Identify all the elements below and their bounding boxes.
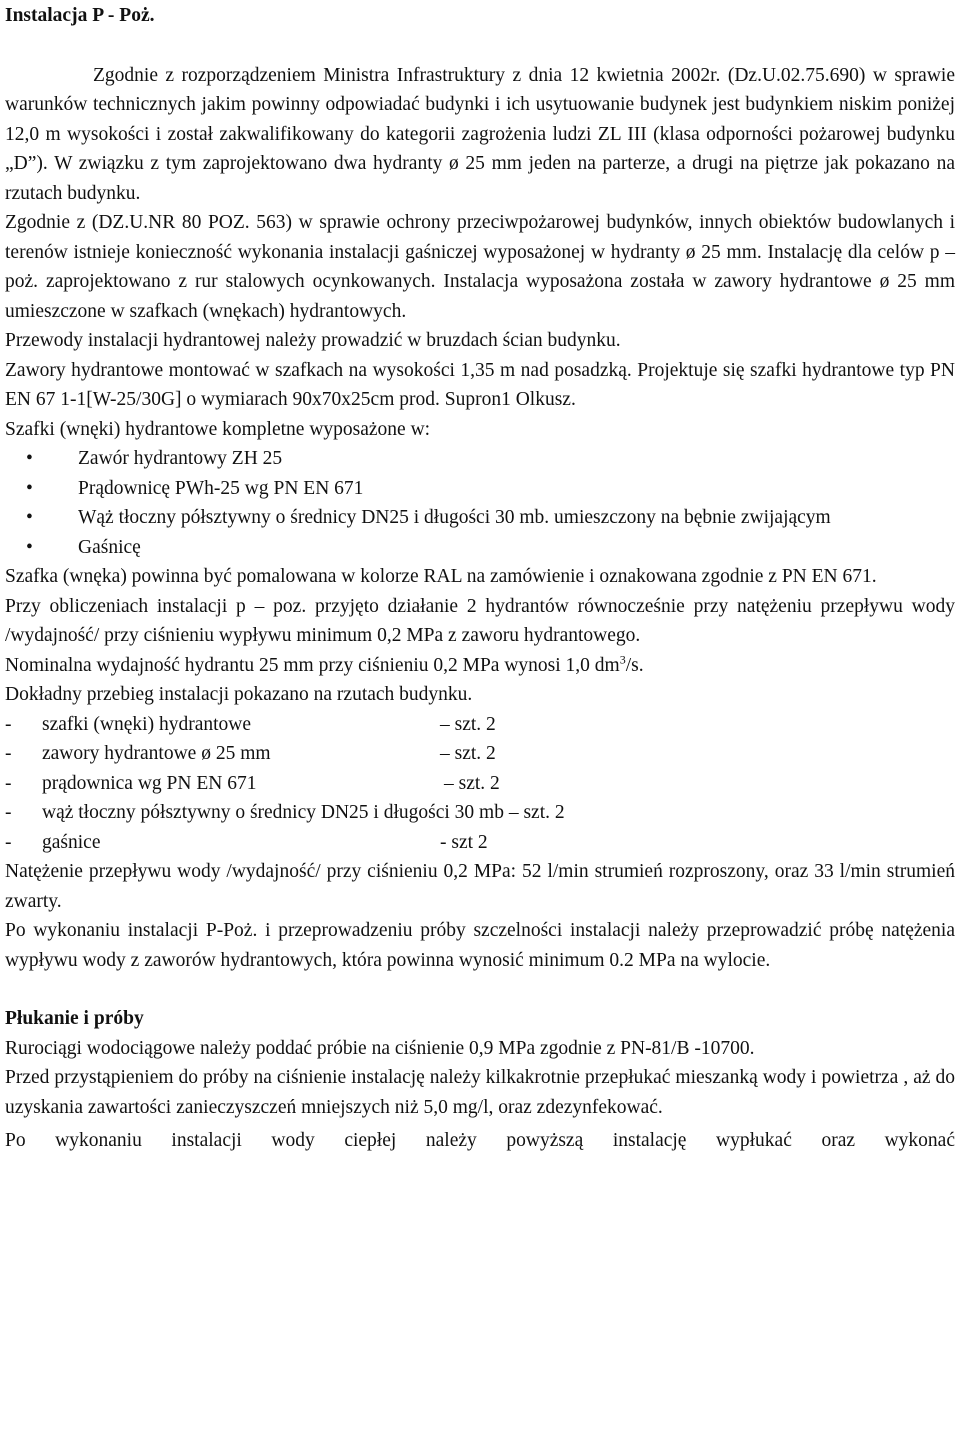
list-item <box>5 710 955 740</box>
dash: - <box>5 802 12 823</box>
document-page <box>0 1 960 1440</box>
item-name: prądownica wg PN EN 671 <box>42 772 257 794</box>
paragraph-pipes: Przewody instalacji hydrantowej należy prowadzić w bruzdach ścian budynku. <box>5 330 621 351</box>
dash: - <box>5 713 12 735</box>
item-quantity: – szt. 2 <box>444 772 500 794</box>
dash: - <box>5 743 12 764</box>
paragraph-test-procedure: Po wykonaniu instalacji P-Poż. i przeprowadzeniu próby szczelności instalacji należy przeprowadzić próbę natężenia wypływu wody z zaworów hydrantowych, która powinna wynosić minimum 0.2 MPa na wylocie. <box>5 920 955 971</box>
item-quantity: – szt. 2 <box>440 743 496 764</box>
superscript: 3 <box>619 652 626 666</box>
paragraph-flow-rate: Natężenie przepływu wody /wydajność/ przy ciśnieniu 0,2 MPa: 52 l/min strumień rozproszony, oraz 33 l/min strumień zwarty. <box>5 861 955 912</box>
paragraph-cabinet-equipment: Szafki (wnęki) hydrantowe kompletne wyposażone w: <box>5 418 431 440</box>
paragraph-regulation: Zgodnie z rozporządzeniem Ministra Infrastruktury z dnia 12 kwietnia 2002r. (Dz.U.02.75.690) w sprawie warunków technicznych jakim powinny odpowiadać budynki i ich usytuowanie budynek jest budynkiem niskim poniżej 12,0 m wysokości i został zakwalifikowany do kategorii zagrożenia ludzi ZL III (klasa odporności pożarowej budynku „D”). W związku z tym zaprojektowano dwa hydranty ø 25 mm jeden na parterze, a drugi na piętrze jak pokazano na rzutach budynku. <box>5 64 955 204</box>
list-item: • Prądownicę PWh-25 wg PN EN 671 <box>5 474 955 504</box>
list-item <box>5 798 955 828</box>
item-name: wąż tłoczny półsztywny o średnicy DN25 i długości 30 mb – szt. 2 <box>42 802 565 823</box>
list-item <box>5 828 955 858</box>
section-title: Płukanie i próby <box>5 1008 144 1029</box>
list-item: • Zawór hydrantowy ZH 25 <box>5 444 955 474</box>
quantity-list <box>5 710 955 858</box>
paragraph-valves: Zawory hydrantowe montować w szafkach na wysokości 1,35 m nad posadzką. Projektuje się szafki hydrantowe typ PN EN 67 1-1[W-25/30G] o wymiarach 90x70x25cm prod. Supron1 Olkusz. <box>5 359 955 410</box>
item-quantity: - szt 2 <box>440 831 488 853</box>
item-name: szafki (wnęki) hydrantowe <box>42 713 252 735</box>
paragraph-pressure-test: Rurociągi wodociągowe należy poddać próbie na ciśnienie 0,9 MPa zgodnie z PN-81/B -10700. <box>5 1037 755 1059</box>
dash: - <box>5 772 12 794</box>
list-item: • Wąż tłoczny półsztywny o średnicy DN25 i długości 30 mb. umieszczony na bębnie zwijającym <box>5 503 955 533</box>
paragraph-hot-water: Po wykonaniu instalacji wody ciepłej należy powyższą instalację wypłukać oraz wykonać <box>5 1130 955 1151</box>
list-item <box>5 739 955 769</box>
paragraph-flushing: Przed przystąpieniem do próby na ciśnienie instalację należy kilkakrotnie przepłukać mieszanką wody i powietrza , aż do uzyskania zawartości zanieczyszczeń mniejszych niż 5,0 mg/l, oraz zdezynfekować. <box>5 1067 955 1118</box>
paragraph-cabinet-paint: Szafka (wnęka) powinna być pomalowana w kolorze RAL na zamówienie i oznakowana zgodnie z PN EN 671. <box>5 566 877 587</box>
paragraph-detail-note: Dokładny przebieg instalacji pokazano na rzutach budynku. <box>5 684 473 705</box>
paragraph-calculations: Przy obliczeniach instalacji p – poz. przyjęto działanie 2 hydrantów równocześnie przy natężeniu przepływu wody /wydajność/ przy ciśnieniu wypływu minimum 0,2 MPa z zaworu hydrantowego. <box>5 595 955 646</box>
item-quantity: – szt. 2 <box>440 713 496 735</box>
item-name: zawory hydrantowe ø 25 mm <box>42 743 271 764</box>
item-name: gaśnice <box>42 831 101 853</box>
list-item: • Gaśnicę <box>5 533 955 563</box>
section-title: Instalacja P - Poż. <box>5 5 155 26</box>
nominal-flow-unit: /s. <box>625 654 644 676</box>
equipment-list <box>5 444 955 562</box>
paragraph-fire-protection: Zgodnie z (DZ.U.NR 80 POZ. 563) w sprawie ochrony przeciwpożarowej budynków, innych obiektów budowlanych i terenów istnieje konieczność wykonania instalacji gaśniczej wyposażonej w hydranty ø 25 mm. Instalację dla celów p – poż. zaprojektowano z rur stalowych ocynkowanych. Instalacja wyposażona została w zawory hydrantowe ø 25 mm umieszczone w szafkach (wnękach) hydrantowych. <box>5 212 955 322</box>
dash: - <box>5 831 12 853</box>
paragraph-nominal-flow <box>5 651 955 681</box>
list-item <box>5 769 955 799</box>
nominal-flow-text: Nominalna wydajność hydrantu 25 mm przy ciśnieniu 0,2 MPa wynosi 1,0 dm <box>5 654 620 676</box>
